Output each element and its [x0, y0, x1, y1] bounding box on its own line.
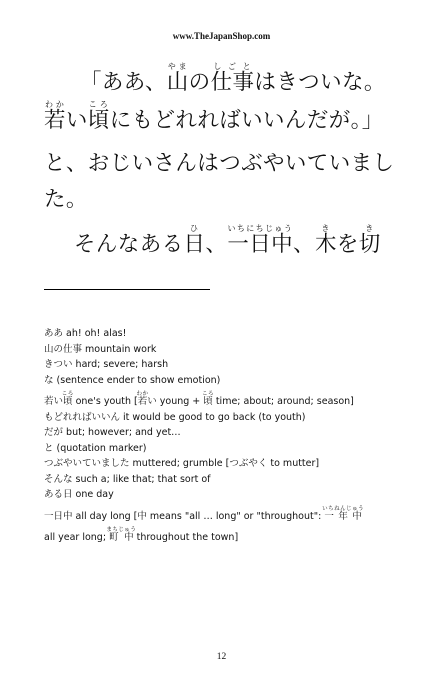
- glossary-item: ああ ah! oh! alas!: [44, 328, 127, 339]
- glossary-item: と (quotation marker): [44, 442, 147, 454]
- glossary-item: そんな such a; like that; that sort of: [44, 473, 211, 485]
- glossary-item: だが but; however; and yet…: [44, 427, 181, 438]
- glossary-item: ある日 one day: [44, 489, 114, 500]
- footnote-divider: [44, 289, 210, 290]
- story-line-5: そんなある日ひ、一日中いちにちじゅう、木きを切き: [74, 224, 381, 257]
- story-line-3: と、おじいさんはつぶやいていまし: [44, 151, 395, 176]
- glossary-item: 山の仕事 mountain work: [44, 343, 157, 355]
- glossary-item: 若い頃ころ one's youth [若わかい young + 頃ころ time; about; around; season]: [44, 391, 354, 407]
- glossary-item: 一日中 all day long [中 means "all … long" or "throughout": 一年中いちねんじゅう: [44, 505, 365, 522]
- page-number: 12: [216, 652, 227, 662]
- site-url: www.TheJapanShop.com: [172, 31, 271, 41]
- glossary-item: きつい hard; severe; harsh: [44, 359, 169, 370]
- glossary: [44, 326, 414, 546]
- story-line-2: 若わかい頃ころにもどれればいいんだが。」: [44, 100, 384, 133]
- glossary-item-continued: all year long; 町中まちじゅう throughout the town]: [44, 527, 239, 543]
- glossary-item: つぶやいていました muttered; grumble [つぶやく to mutter]: [44, 458, 320, 469]
- story-line-4: た。: [44, 187, 88, 212]
- glossary-item: もどれればいいん it would be good to go back (to youth): [44, 411, 306, 423]
- story-line-1: 「ああ、山やまの仕事しごとはきついな。: [80, 62, 386, 95]
- glossary-item: な (sentence ender to show emotion): [44, 374, 221, 386]
